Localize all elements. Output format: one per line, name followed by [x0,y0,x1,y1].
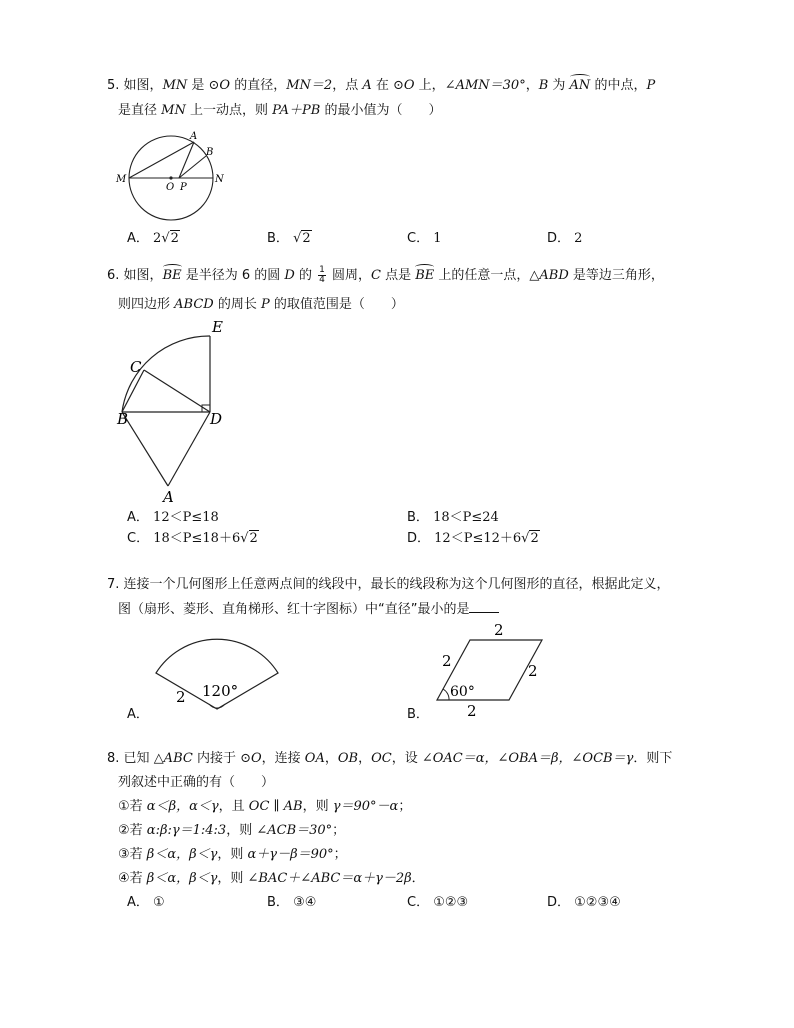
option-key: A． [127,707,149,722]
q5-option-c[interactable] [407,230,442,248]
radicand: 2 [302,231,311,246]
q7-option-a[interactable] [127,706,149,724]
q7-line2 [118,600,499,619]
q5-math: PA＋PB [272,103,321,118]
radicand: 2 [249,531,258,546]
q6-text: 是半径为 6 的圆 [181,268,285,283]
statement-text: ，且 [218,799,249,814]
q5-center-dot [169,176,172,179]
q5-text: 的直径， [230,78,287,93]
q6-text: 是等边三角形， [568,268,664,283]
q6-segment-CD [144,370,210,412]
statement-text: ，则 [302,799,333,814]
statement-text: ，则 [217,871,248,886]
q6-math: D [284,268,295,283]
q8-math: ∠OAC＝α，∠OBA＝β，∠OCB＝γ [421,751,634,766]
q5-math: A [362,78,372,93]
option-key: B． [407,510,429,525]
q6-option-a[interactable] [127,509,219,527]
q5-text: 上一动点，则 [185,103,273,118]
q8-option-b[interactable] [267,894,316,912]
option-key: D． [407,531,431,546]
statement-math: α:β:γ＝1:4:3 [146,823,227,838]
q7-rhombus-angle-label: 60° [450,684,475,700]
q5-math: MN＝2 [286,78,333,93]
q8-math: OC [371,751,392,766]
q5-option-b[interactable] [267,230,312,248]
q5-text: ， [525,78,539,93]
q6-number: 6. [107,268,120,283]
option-value: 12＜P≤18 [153,510,219,525]
statement-math: γ＝90°－α [332,799,399,814]
q8-text: ．则下 [633,751,673,766]
option-key: A． [127,231,149,246]
q5-label-O: O [166,182,175,193]
q5-number: 5. [107,78,120,93]
q7-sector-side-label: 2 [176,688,186,706]
q8-number: 8. [107,751,120,766]
q6-math: C [371,268,381,283]
option-key: B． [267,895,289,910]
q5-text: 是直径 [118,103,162,118]
option-value: 2 [574,231,583,246]
q8-option-a[interactable] [127,894,165,912]
q5-text: 是 [187,78,209,93]
q5-math: ∠AMN＝30° [444,78,526,93]
q8-statement-1 [118,798,411,816]
q8-option-c[interactable] [407,894,468,912]
q6-option-c[interactable] [127,530,259,548]
q8-line2 [118,774,274,792]
option-value: 12＜P≤12＋6 [434,531,522,546]
q5-arc-AN: AN [569,78,591,93]
q6-fraction [318,266,326,285]
option-value: ① [153,895,165,910]
q6-math: △ABD [529,268,569,283]
q5-math: ⊙O [392,78,415,93]
statement-text: ； [332,823,346,838]
statement-math: α＋γ－β＝90° [247,847,334,862]
q6-text: 的周长 [213,297,261,312]
q7-line1 [107,576,670,594]
q6-option-b[interactable] [407,509,499,527]
q5-line2 [118,102,441,120]
q5-chord-MA [129,142,194,178]
q6-arc-BE: BE [415,268,435,283]
statement-text: ，则 [226,823,257,838]
option-value: ①②③④ [574,895,621,910]
q6-text: 则四边形 [118,297,175,312]
q7-rhombus-angle-arc [443,689,449,700]
q5-line1 [107,77,655,95]
q5-math: P [646,78,656,93]
q6-segment-DA [168,412,210,486]
q7-rhombus-bottom-label: 2 [467,702,477,720]
statement-text: ②若 [118,823,147,838]
option-key: A． [127,510,149,525]
option-value: ①②③ [433,895,469,910]
option-value: 18＜P≤18＋6 [153,531,241,546]
statement-math: OC ∥ AB [248,799,303,814]
q6-text: 的取值范围是（ ） [269,297,404,312]
q7-rhombus-top-label: 2 [494,621,504,639]
statement-math: β＜α，β＜γ [146,871,218,886]
q7-rhombus-figure [430,620,550,720]
q7-rhombus-right-label: 2 [528,662,538,680]
q8-text: 列叙述中正确的有（ ） [118,775,275,790]
option-key: B． [267,231,289,246]
q6-segment-BC [122,370,144,412]
statement-text: ； [398,799,412,814]
option-key: C． [127,531,150,546]
sqrt-sign: √2 [293,231,311,246]
radicand: 2 [170,231,179,246]
q5-label-A: A [190,131,198,142]
sqrt-sign: √2 [161,231,179,246]
statement-math: ∠ACB＝30° [256,823,333,838]
q7-option-b[interactable] [407,706,429,724]
q5-text: 如图， [123,78,163,93]
q5-circle-figure [110,128,230,224]
q5-label-B: B [206,147,214,158]
q8-text: ，设 [391,751,422,766]
q6-text: 点是 [380,268,416,283]
q7-text: 图（扇形、菱形、直角梯形、红十字图标）中“直径”最小的是 [118,602,470,617]
statement-text: ③若 [118,847,147,862]
q5-text: ，点 [332,78,363,93]
q6-line2 [118,296,404,314]
q8-line1 [107,750,672,768]
statement-math: α＜β，α＜γ [146,799,219,814]
q7-text: 连接一个几何图形上任意两点间的线段中，最长的线段称为这个几何图形的直径，根据此定义， [123,577,670,592]
q6-label-A: A [163,488,174,506]
frac-num: 1 [319,265,325,275]
q8-text: ，连接 [261,751,305,766]
q5-label-P: P [180,182,187,193]
sqrt-sign: √2 [240,531,258,546]
q5-segment-PA [179,142,194,178]
q6-arc-BE: BE [162,268,182,283]
statement-math: ∠BAC＋∠ABC＝α＋γ－2β [247,871,412,886]
q7-sector-angle-arc [209,704,225,708]
q7-number: 7. [107,577,120,592]
q5-label-M: M [116,174,127,185]
q5-math: MN [162,78,188,93]
q8-text: 内接于 [192,751,241,766]
q6-text: 如图， [123,268,163,283]
q5-option-d[interactable] [547,230,582,248]
q6-label-B: B [117,410,129,428]
statement-text: ； [333,847,347,862]
q5-label-N: N [215,174,224,185]
q6-text: 的 [294,268,317,283]
q8-statement-3 [118,846,347,864]
frac-den: 4 [319,275,325,285]
radicand: 2 [530,531,539,546]
q5-text: 的最小值为（ ） [320,103,442,118]
statement-text: ，则 [217,847,248,862]
q7-sector-figure [150,633,282,713]
option-value: 2 [153,231,162,246]
q6-text: 上的任意一点， [434,268,530,283]
q6-label-C: C [130,358,142,376]
q8-math: OA [304,751,325,766]
q5-math: MN [161,103,186,118]
option-key: A． [127,895,149,910]
option-key: D． [547,895,571,910]
q6-math: P [260,297,270,312]
q8-option-d[interactable] [547,894,621,912]
option-key: C． [407,231,430,246]
q8-text: 已知 [123,751,154,766]
q8-text: ， [358,751,372,766]
q5-text: 为 [548,78,570,93]
option-key: B． [407,707,429,722]
statement-text: ④若 [118,871,147,886]
option-value: 18＜P≤24 [433,510,499,525]
option-value: ③④ [293,895,317,910]
option-key: C． [407,895,430,910]
statement-math: β＜α，β＜γ [146,847,218,862]
q7-answer-blank[interactable] [469,600,499,613]
sqrt-sign: √2 [521,531,539,546]
q8-math: OB [337,751,359,766]
q5-math: B [538,78,549,93]
q6-text: 圆周， [327,268,371,283]
statement-text: ①若 [118,799,147,814]
q8-statement-2 [118,822,345,840]
q5-text: 在 [371,78,393,93]
q6-quarter-circle-figure [112,318,232,506]
q5-option-a[interactable] [127,230,180,248]
option-key: D． [547,231,571,246]
q8-text: ， [324,751,338,766]
q5-math: ⊙O [208,78,231,93]
q7-sector-angle-label: 120° [202,682,239,700]
q6-label-D: D [210,410,223,428]
q5-text: 上， [414,78,445,93]
q7-rhombus-left-label: 2 [442,652,452,670]
q8-math: ⊙O [240,751,262,766]
option-value: 1 [433,231,442,246]
statement-text: ． [411,871,425,886]
q8-math: △ABC [153,751,193,766]
q6-label-E: E [212,318,223,336]
q6-segment-BA [122,412,168,486]
q5-text: 的中点， [590,78,647,93]
q8-statement-4 [118,870,425,888]
q6-option-d[interactable] [407,530,540,548]
q6-math: ABCD [174,297,214,312]
q6-line1 [107,266,664,285]
